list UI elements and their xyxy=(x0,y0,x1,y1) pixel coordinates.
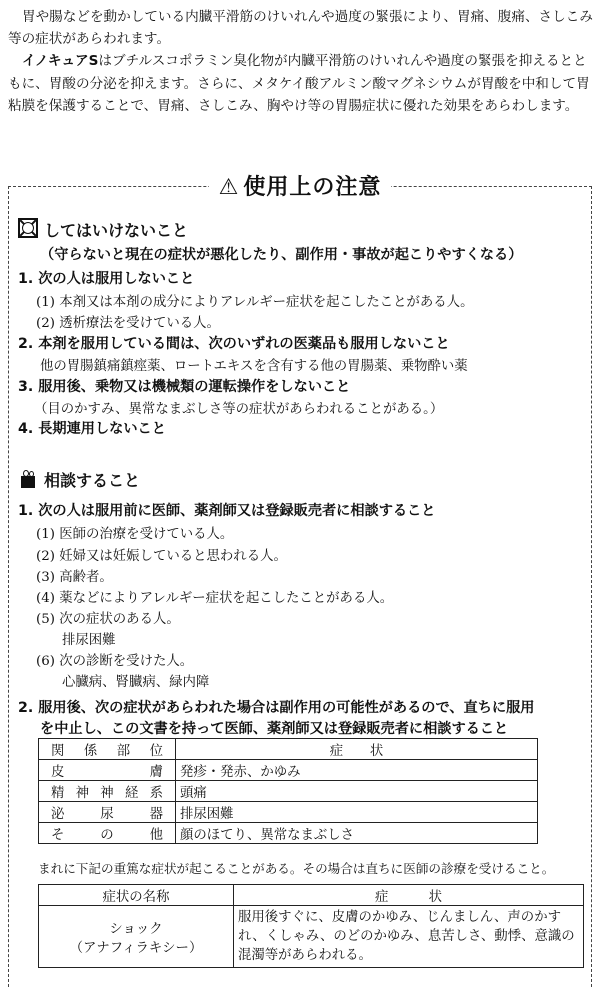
consult-list-2: (2) 妊婦又は妊娠していると思われる人。 xyxy=(36,549,287,564)
table-cell-part: 皮膚 xyxy=(39,760,176,781)
intro-text xyxy=(8,6,594,117)
table-header-name: 症状の名称 xyxy=(39,885,234,906)
dont-item-1a: (1) 本剤又は本剤の成分によりアレルギー症状を起こしたことがある人。 xyxy=(36,295,474,310)
table-row xyxy=(39,802,538,823)
dont-item-3: 3. 服用後、乗物又は機械類の運転操作をしないこと xyxy=(18,379,351,395)
consult-list-5a: 排尿困難 xyxy=(62,633,116,648)
serious-symptoms-table xyxy=(38,884,584,968)
consult-heading-text: 相談すること xyxy=(44,471,141,490)
prohibited-icon xyxy=(18,218,38,238)
table-row xyxy=(39,906,584,968)
precautions-title-wrap xyxy=(0,170,600,201)
dont-item-4: 4. 長期連用しないこと xyxy=(18,421,166,437)
table-cell-name xyxy=(39,906,234,968)
precautions-title xyxy=(209,170,392,201)
dont-item-1b: (2) 透析療法を受けている人。 xyxy=(36,316,220,331)
consult-list-6: (6) 次の診断を受けた人。 xyxy=(36,654,194,669)
consult-list-3: (3) 高齢者。 xyxy=(36,570,113,585)
consult-list-5: (5) 次の症状のある人。 xyxy=(36,612,180,627)
precautions-title-text: 使用上の注意 xyxy=(243,175,382,200)
product-name: イノキュアS xyxy=(22,53,99,70)
symptom-name: ショック xyxy=(109,921,163,937)
symptom-name-alt: （アナフィラキシー） xyxy=(69,940,203,956)
table-cell-part: その他 xyxy=(39,823,176,844)
table-cell-symptom: 服用後すぐに、皮膚のかゆみ、じんましん、声のかすれ、くしゃみ、のどのかゆみ、息苦しさ、動悸、意識の混濁等があらわれる。 xyxy=(234,906,584,968)
dont-heading-text: してはいけないこと xyxy=(44,221,189,240)
intro-paragraph-2 xyxy=(8,50,594,117)
table-header-row xyxy=(39,885,584,906)
warning-icon: ⚠ xyxy=(218,175,240,200)
dont-item-1: 1. 次の人は服用しないこと xyxy=(18,271,195,287)
table-cell-symptom: 顔のほてり、異常なまぶしさ xyxy=(176,823,538,844)
table-cell-symptom: 排尿困難 xyxy=(176,802,538,823)
consult-list-1: (1) 医師の治療を受けている人。 xyxy=(36,527,234,542)
dont-item-2: 2. 本剤を服用している間は、次のいずれの医薬品も服用しないこと xyxy=(18,336,450,352)
dont-heading xyxy=(18,218,188,241)
dont-item-3a: （目のかすみ、異常なまぶしさ等の症状があらわれることがある。） xyxy=(34,402,444,417)
rare-note: まれに下記の重篤な症状が起こることがある。その場合は直ちに医師の診療を受けること。 xyxy=(38,861,555,876)
table-header-part: 関係部位 xyxy=(39,739,176,760)
table-row xyxy=(39,823,538,844)
table-cell-symptom: 頭痛 xyxy=(176,781,538,802)
table-row xyxy=(39,781,538,802)
consult-list-4: (4) 薬などによりアレルギー症状を起こしたことがある人。 xyxy=(36,591,394,606)
consult-heading xyxy=(20,468,140,491)
table-row xyxy=(39,760,538,781)
table-header-row xyxy=(39,739,538,760)
intro-paragraph-1: 胃や腸などを動かしている内臓平滑筋のけいれんや過度の緊張により、胃痛、腹痛、さしこみ等の症状があらわれます。 xyxy=(8,9,593,48)
table-cell-symptom: 発疹・発赤、かゆみ xyxy=(176,760,538,781)
consult-item-2-line-2: を中止し、この文書を持って医師、薬剤師又は登録販売者に相談すること xyxy=(40,721,509,737)
intro-paragraph-2-text: はブチルスコポラミン臭化物が内臓平滑筋のけいれんや過度の緊張を抑えるとともに、胃酸の分泌を抑えます。さらに、メタケイ酸アルミン酸マグネシウムが胃酸を中和して胃粘膜を保護することで、胃痛、さしこみ、胸やけ等の胃腸症状に優れた効果をあらわします。 xyxy=(8,53,590,114)
table-header-symptom: 症 状 xyxy=(234,885,584,906)
table-cell-part: 泌尿器 xyxy=(39,802,176,823)
dont-item-2a: 他の胃腸鎮痛鎮痙薬、ロートエキスを含有する他の胃腸薬、乗物酔い薬 xyxy=(40,359,468,374)
side-effects-table xyxy=(38,738,538,844)
consult-list-6a: 心臓病、腎臓病、緑内障 xyxy=(62,675,210,690)
table-cell-part: 精神神経系 xyxy=(39,781,176,802)
consultation-icon xyxy=(20,470,36,488)
dont-subheading: （守らないと現在の症状が悪化したり、副作用・事故が起こりやすくなる） xyxy=(40,247,523,263)
consult-item-2-line-1: 2. 服用後、次の症状があらわれた場合は副作用の可能性があるので、直ちに服用 xyxy=(18,700,535,716)
consult-item-1: 1. 次の人は服用前に医師、薬剤師又は登録販売者に相談すること xyxy=(18,503,436,519)
table-header-symptom: 症 状 xyxy=(176,739,538,760)
